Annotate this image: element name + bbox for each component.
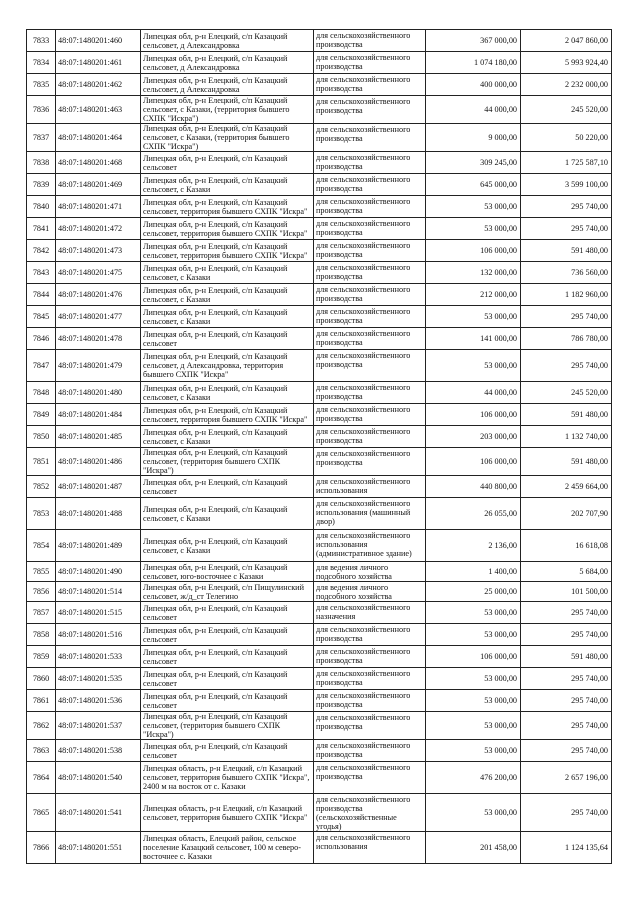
table-row — [27, 196, 612, 218]
row-number: 7851 — [27, 448, 56, 476]
cadastral-cost: 2 047 860,00 — [521, 30, 612, 52]
cadastral-cost: 50 220,00 — [521, 124, 612, 152]
area-value: 1 074 180,00 — [426, 52, 521, 74]
address: Липецкая обл, р-н Елецкий, с/п Казацкий сельсовет, д Александровка — [141, 74, 314, 96]
area-value: 201 458,00 — [426, 832, 521, 864]
table-row — [27, 624, 612, 646]
area-value: 106 000,00 — [426, 404, 521, 426]
permitted-use: для сельскохозяйственного производства — [314, 284, 426, 306]
permitted-use: для сельскохозяйственного производства — [314, 52, 426, 74]
address: Липецкая обл, р-н Елецкий, с/п Казацкий сельсовет, юго-восточнее с Казаки — [141, 562, 314, 582]
row-number: 7840 — [27, 196, 56, 218]
table-row — [27, 690, 612, 712]
permitted-use: для сельскохозяйственного производства — [314, 426, 426, 448]
table-row — [27, 74, 612, 96]
cadastral-cost: 736 560,00 — [521, 262, 612, 284]
area-value: 1 400,00 — [426, 562, 521, 582]
row-number: 7850 — [27, 426, 56, 448]
permitted-use: для сельскохозяйственного производства — [314, 124, 426, 152]
permitted-use: для сельскохозяйственного производства — [314, 196, 426, 218]
permitted-use: для сельскохозяйственного производства — [314, 152, 426, 174]
address: Липецкая обл, р-н Елецкий, с/п Казацкий сельсовет — [141, 646, 314, 668]
cadastral-number: 48:07:1480201:475 — [56, 262, 141, 284]
address: Липецкая обл, р-н Елецкий, с/п Казацкий сельсовет — [141, 602, 314, 624]
area-value: 44 000,00 — [426, 96, 521, 124]
area-value: 53 000,00 — [426, 668, 521, 690]
cadastral-cost: 591 480,00 — [521, 404, 612, 426]
address: Липецкая обл, р-н Елецкий, с/п Казацкий сельсовет, с Казаки — [141, 530, 314, 562]
row-number: 7836 — [27, 96, 56, 124]
cadastral-cost: 2 459 664,00 — [521, 476, 612, 498]
cadastral-cost: 295 740,00 — [521, 218, 612, 240]
area-value: 25 000,00 — [426, 582, 521, 602]
row-number: 7859 — [27, 646, 56, 668]
table-row — [27, 602, 612, 624]
cadastral-cost: 5 684,00 — [521, 562, 612, 582]
row-number: 7837 — [27, 124, 56, 152]
permitted-use: для сельскохозяйственного производства — [314, 740, 426, 762]
cadastral-number: 48:07:1480201:476 — [56, 284, 141, 306]
table-row — [27, 582, 612, 602]
cadastral-cost: 591 480,00 — [521, 240, 612, 262]
cadastral-number: 48:07:1480201:516 — [56, 624, 141, 646]
permitted-use: для сельскохозяйственного использования (машинный двор) — [314, 498, 426, 530]
permitted-use: для ведения личного подсобного хозяйства — [314, 562, 426, 582]
address: Липецкая обл, р-н Елецкий, с/п Казацкий сельсовет, территория бывшего СХПК "Искра" — [141, 404, 314, 426]
permitted-use: для сельскохозяйственного производства — [314, 382, 426, 404]
address: Липецкая обл, р-н Елецкий, с/п Казацкий сельсовет — [141, 476, 314, 498]
permitted-use: для сельскохозяйственного производства — [314, 328, 426, 350]
table-row — [27, 832, 612, 864]
cadastral-number: 48:07:1480201:479 — [56, 350, 141, 382]
address: Липецкая обл, р-н Елецкий, с/п Казацкий сельсовет — [141, 328, 314, 350]
address: Липецкая обл, р-н Елецкий, с/п Казацкий сельсовет, с Казаки — [141, 262, 314, 284]
table-row — [27, 740, 612, 762]
cadastral-cost: 295 740,00 — [521, 350, 612, 382]
permitted-use: для сельскохозяйственного производства — [314, 306, 426, 328]
cadastral-number: 48:07:1480201:460 — [56, 30, 141, 52]
area-value: 400 000,00 — [426, 74, 521, 96]
table-row — [27, 52, 612, 74]
area-value: 367 000,00 — [426, 30, 521, 52]
row-number: 7848 — [27, 382, 56, 404]
cadastral-cost: 1 182 960,00 — [521, 284, 612, 306]
area-value: 53 000,00 — [426, 350, 521, 382]
cadastral-cost: 5 993 924,40 — [521, 52, 612, 74]
address: Липецкая обл, р-н Елецкий, с/п Казацкий сельсовет, территория бывшего СХПК "Искра" — [141, 240, 314, 262]
cadastral-cost: 1 124 135,64 — [521, 832, 612, 864]
cadastral-cost: 295 740,00 — [521, 794, 612, 832]
address: Липецкая обл, р-н Елецкий, с/п Казацкий сельсовет — [141, 668, 314, 690]
cadastral-cost: 295 740,00 — [521, 624, 612, 646]
row-number: 7865 — [27, 794, 56, 832]
cadastral-cost: 1 132 740,00 — [521, 426, 612, 448]
cadastral-number: 48:07:1480201:538 — [56, 740, 141, 762]
table-row — [27, 712, 612, 740]
area-value: 26 055,00 — [426, 498, 521, 530]
area-value: 476 200,00 — [426, 762, 521, 794]
area-value: 212 000,00 — [426, 284, 521, 306]
address: Липецкая обл, р-н Елецкий, с/п Казацкий сельсовет, д Александровка, территория бывшего СХПК "Искра" — [141, 350, 314, 382]
address: Липецкая обл, р-н Елецкий, с/п Казацкий сельсовет, (территория бывшего СХПК "Искра") — [141, 448, 314, 476]
area-value: 141 000,00 — [426, 328, 521, 350]
row-number: 7854 — [27, 530, 56, 562]
cadastral-cost: 295 740,00 — [521, 668, 612, 690]
cadastral-cost: 2 232 000,00 — [521, 74, 612, 96]
cadastral-number: 48:07:1480201:484 — [56, 404, 141, 426]
address: Липецкая обл, р-н Елецкий, с/п Казацкий сельсовет, с Казаки — [141, 174, 314, 196]
address: Липецкая обл, р-н Елецкий, с/п Казацкий сельсовет, (территория бывшего СХПК "Искра") — [141, 712, 314, 740]
area-value: 44 000,00 — [426, 382, 521, 404]
row-number: 7845 — [27, 306, 56, 328]
permitted-use: для сельскохозяйственного производства — [314, 218, 426, 240]
row-number: 7852 — [27, 476, 56, 498]
row-number: 7861 — [27, 690, 56, 712]
cadastral-cost: 295 740,00 — [521, 306, 612, 328]
table-row — [27, 476, 612, 498]
cadastral-number: 48:07:1480201:514 — [56, 582, 141, 602]
table-row — [27, 562, 612, 582]
cadastral-number: 48:07:1480201:464 — [56, 124, 141, 152]
cadastral-number: 48:07:1480201:473 — [56, 240, 141, 262]
address: Липецкая область, р-н Елецкий, с/п Казацкий сельсовет, территория бывшего СХПК "Искра", 2400 м на восток от с. Казаки — [141, 762, 314, 794]
cadastral-number: 48:07:1480201:541 — [56, 794, 141, 832]
table-row — [27, 448, 612, 476]
table-row — [27, 350, 612, 382]
table-row — [27, 124, 612, 152]
cadastral-number: 48:07:1480201:490 — [56, 562, 141, 582]
cadastral-cost: 245 520,00 — [521, 382, 612, 404]
area-value: 2 136,00 — [426, 530, 521, 562]
cadastral-number: 48:07:1480201:463 — [56, 96, 141, 124]
area-value: 53 000,00 — [426, 218, 521, 240]
area-value: 203 000,00 — [426, 426, 521, 448]
area-value: 440 800,00 — [426, 476, 521, 498]
permitted-use: для ведения личного подсобного хозяйства — [314, 582, 426, 602]
cadastral-number: 48:07:1480201:486 — [56, 448, 141, 476]
permitted-use: для сельскохозяйственного производства — [314, 174, 426, 196]
permitted-use: для сельскохозяйственного производства — [314, 690, 426, 712]
row-number: 7846 — [27, 328, 56, 350]
row-number: 7842 — [27, 240, 56, 262]
permitted-use: для сельскохозяйственного производства — [314, 404, 426, 426]
address: Липецкая обл, р-н Елецкий, с/п Казацкий сельсовет, с Казаки — [141, 426, 314, 448]
cadastral-cost: 295 740,00 — [521, 602, 612, 624]
table-row — [27, 668, 612, 690]
address: Липецкая обл, р-н Елецкий, с/п Казацкий сельсовет — [141, 624, 314, 646]
cadastral-cost: 202 707,90 — [521, 498, 612, 530]
address: Липецкая обл, р-н Елецкий, с/п Казацкий сельсовет, д Александровка — [141, 30, 314, 52]
permitted-use: для сельскохозяйственного производства — [314, 668, 426, 690]
area-value: 9 000,00 — [426, 124, 521, 152]
row-number: 7863 — [27, 740, 56, 762]
cadastral-cost: 3 599 100,00 — [521, 174, 612, 196]
table-row — [27, 646, 612, 668]
address: Липецкая обл, р-н Елецкий, с/п Казацкий сельсовет, с Казаки, (территория бывшего СХПК "Искра") — [141, 96, 314, 124]
row-number: 7860 — [27, 668, 56, 690]
row-number: 7847 — [27, 350, 56, 382]
table-row — [27, 498, 612, 530]
permitted-use: для сельскохозяйственного использования — [314, 476, 426, 498]
area-value: 53 000,00 — [426, 794, 521, 832]
permitted-use: для сельскохозяйственного производства — [314, 262, 426, 284]
area-value: 645 000,00 — [426, 174, 521, 196]
cadastral-number: 48:07:1480201:471 — [56, 196, 141, 218]
address: Липецкая область, Елецкий район, сельское поселение Казацкий сельсовет, 100 м северо-восточнее с. Казаки — [141, 832, 314, 864]
cadastral-number: 48:07:1480201:540 — [56, 762, 141, 794]
cadastral-number: 48:07:1480201:468 — [56, 152, 141, 174]
permitted-use: для сельскохозяйственного производства — [314, 240, 426, 262]
cadastral-cost: 591 480,00 — [521, 448, 612, 476]
cadastral-cost: 1 725 587,10 — [521, 152, 612, 174]
table-row — [27, 404, 612, 426]
cadastral-number: 48:07:1480201:536 — [56, 690, 141, 712]
area-value: 53 000,00 — [426, 196, 521, 218]
table-row — [27, 174, 612, 196]
cadastral-cost: 295 740,00 — [521, 690, 612, 712]
row-number: 7855 — [27, 562, 56, 582]
address: Липецкая обл, р-н Елецкий, с/п Казацкий сельсовет, д Александровка — [141, 52, 314, 74]
area-value: 132 000,00 — [426, 262, 521, 284]
cadastral-cost: 245 520,00 — [521, 96, 612, 124]
table-row — [27, 328, 612, 350]
permitted-use: для сельскохозяйственного производства — [314, 712, 426, 740]
row-number: 7838 — [27, 152, 56, 174]
permitted-use: для сельскохозяйственного производства — [314, 96, 426, 124]
area-value: 106 000,00 — [426, 240, 521, 262]
permitted-use: для сельскохозяйственного производства (сельскохозяйственные угодья) — [314, 794, 426, 832]
table-row — [27, 284, 612, 306]
address: Липецкая обл, р-н Елецкий, с/п Казацкий сельсовет — [141, 690, 314, 712]
table-row — [27, 382, 612, 404]
land-registry-table — [26, 29, 612, 864]
cadastral-number: 48:07:1480201:488 — [56, 498, 141, 530]
row-number: 7858 — [27, 624, 56, 646]
cadastral-cost: 295 740,00 — [521, 740, 612, 762]
address: Липецкая область, р-н Елецкий, с/п Казацкий сельсовет, территория бывшего СХПК "Искра" — [141, 794, 314, 832]
permitted-use: для сельскохозяйственного производства — [314, 448, 426, 476]
cadastral-number: 48:07:1480201:478 — [56, 328, 141, 350]
address: Липецкая обл, р-н Елецкий, с/п Казацкий сельсовет — [141, 740, 314, 762]
address: Липецкая обл, р-н Елецкий, с/п Казацкий сельсовет — [141, 152, 314, 174]
cadastral-number: 48:07:1480201:515 — [56, 602, 141, 624]
address: Липецкая обл, р-н Елецкий, с/п Казацкий сельсовет, территория бывшего СХПК "Искра" — [141, 196, 314, 218]
cadastral-cost: 16 618,08 — [521, 530, 612, 562]
table-body — [27, 30, 612, 864]
table-row — [27, 762, 612, 794]
permitted-use: для сельскохозяйственного производства — [314, 762, 426, 794]
permitted-use: для сельскохозяйственного производства — [314, 74, 426, 96]
cadastral-cost: 786 780,00 — [521, 328, 612, 350]
cadastral-number: 48:07:1480201:461 — [56, 52, 141, 74]
permitted-use: для сельскохозяйственного использования (административное здание) — [314, 530, 426, 562]
table-row — [27, 794, 612, 832]
cadastral-cost: 591 480,00 — [521, 646, 612, 668]
table-row — [27, 218, 612, 240]
row-number: 7844 — [27, 284, 56, 306]
cadastral-number: 48:07:1480201:535 — [56, 668, 141, 690]
cadastral-number: 48:07:1480201:551 — [56, 832, 141, 864]
permitted-use: для сельскохозяйственного производства — [314, 350, 426, 382]
row-number: 7856 — [27, 582, 56, 602]
area-value: 53 000,00 — [426, 690, 521, 712]
address: Липецкая обл, р-н Елецкий, с/п Казацкий сельсовет, с Казаки — [141, 382, 314, 404]
row-number: 7834 — [27, 52, 56, 74]
cadastral-number: 48:07:1480201:533 — [56, 646, 141, 668]
area-value: 53 000,00 — [426, 712, 521, 740]
table-row — [27, 262, 612, 284]
table-row — [27, 306, 612, 328]
cadastral-number: 48:07:1480201:480 — [56, 382, 141, 404]
cadastral-number: 48:07:1480201:537 — [56, 712, 141, 740]
area-value: 53 000,00 — [426, 306, 521, 328]
permitted-use: для сельскохозяйственного назначения — [314, 602, 426, 624]
address: Липецкая обл, р-н Елецкий, с/п Казацкий сельсовет, с Казаки — [141, 306, 314, 328]
row-number: 7862 — [27, 712, 56, 740]
cadastral-number: 48:07:1480201:462 — [56, 74, 141, 96]
table-row — [27, 240, 612, 262]
address: Липецкая обл, р-н Елецкий, с/п Казацкий сельсовет, с Казаки, (территория бывшего СХПК "Искра") — [141, 124, 314, 152]
row-number: 7866 — [27, 832, 56, 864]
row-number: 7839 — [27, 174, 56, 196]
area-value: 53 000,00 — [426, 602, 521, 624]
permitted-use: для сельскохозяйственного использования — [314, 832, 426, 864]
area-value: 106 000,00 — [426, 448, 521, 476]
table-row — [27, 530, 612, 562]
row-number: 7857 — [27, 602, 56, 624]
row-number: 7833 — [27, 30, 56, 52]
cadastral-cost: 295 740,00 — [521, 196, 612, 218]
area-value: 106 000,00 — [426, 646, 521, 668]
row-number: 7835 — [27, 74, 56, 96]
permitted-use: для сельскохозяйственного производства — [314, 624, 426, 646]
cadastral-number: 48:07:1480201:472 — [56, 218, 141, 240]
cadastral-number: 48:07:1480201:485 — [56, 426, 141, 448]
address: Липецкая обл, р-н Елецкий, с/п Казацкий сельсовет, с Казаки — [141, 284, 314, 306]
address: Липецкая обл, р-н Елецкий, с/п Пищулинский сельсовет, ж/д_ст Телегино — [141, 582, 314, 602]
row-number: 7864 — [27, 762, 56, 794]
permitted-use: для сельскохозяйственного производства — [314, 646, 426, 668]
cadastral-number: 48:07:1480201:477 — [56, 306, 141, 328]
cadastral-cost: 295 740,00 — [521, 712, 612, 740]
row-number: 7853 — [27, 498, 56, 530]
table-row — [27, 96, 612, 124]
area-value: 309 245,00 — [426, 152, 521, 174]
address: Липецкая обл, р-н Елецкий, с/п Казацкий сельсовет, территория бывшего СХПК "Искра" — [141, 218, 314, 240]
area-value: 53 000,00 — [426, 624, 521, 646]
cadastral-number: 48:07:1480201:487 — [56, 476, 141, 498]
table-row — [27, 426, 612, 448]
row-number: 7849 — [27, 404, 56, 426]
table-row — [27, 152, 612, 174]
row-number: 7843 — [27, 262, 56, 284]
address: Липецкая обл, р-н Елецкий, с/п Казацкий сельсовет, с Казаки — [141, 498, 314, 530]
area-value: 53 000,00 — [426, 740, 521, 762]
cadastral-cost: 101 500,00 — [521, 582, 612, 602]
cadastral-number: 48:07:1480201:489 — [56, 530, 141, 562]
table-row — [27, 30, 612, 52]
permitted-use: для сельскохозяйственного производства — [314, 30, 426, 52]
cadastral-cost: 2 657 196,00 — [521, 762, 612, 794]
row-number: 7841 — [27, 218, 56, 240]
cadastral-number: 48:07:1480201:469 — [56, 174, 141, 196]
